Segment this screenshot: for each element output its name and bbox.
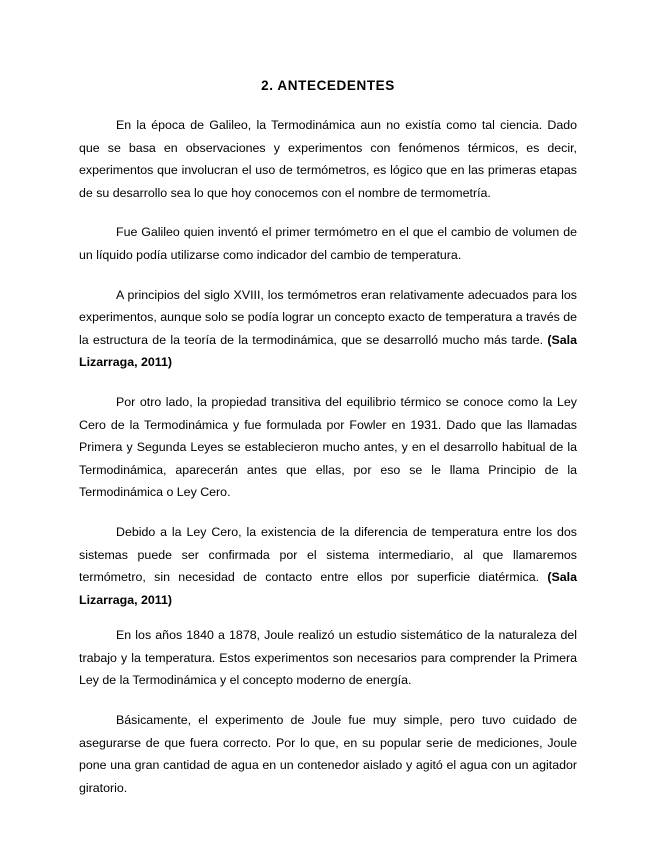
paragraph-text: Fue Galileo quien inventó el primer termómetro en el que el cambio de volumen de un líquido podía utilizarse como indicador del cambio de temperatura. — [79, 225, 577, 262]
paragraph-joule-study — [79, 624, 577, 692]
paragraph-text: Debido a la Ley Cero, la existencia de la diferencia de temperatura entre los dos sistemas puede ser confirmada por el sistema intermediario, al que llamaremos termómetro, sin necesidad de contacto entre ellos por superficie diatérmica. — [79, 524, 577, 585]
paragraph-zeroth-law — [79, 391, 577, 504]
citation: (Sala Lizarraga, 2011) — [79, 570, 577, 607]
citation: (Sala Lizarraga, 2011) — [79, 332, 577, 370]
paragraph-text: Básicamente, el experimento de Joule fue muy simple, pero tuvo cuidado de asegurarse de que fuera correcto. Por lo que, en su popular serie de mediciones, Joule pone una gran cantidad de agua en un contenedor aislado y agitó el agua con un agitador giratorio. — [79, 713, 577, 795]
paragraph-first-thermometer — [79, 221, 577, 266]
paragraph-eighteenth-century — [79, 284, 577, 374]
paragraph-galileo-era — [79, 114, 577, 204]
paragraph-joule-experiment — [79, 709, 577, 799]
paragraph-text: A principios del siglo XVIII, los termómetros eran relativamente adecuados para los experimentos, aunque solo se podía lograr un concepto exacto de temperatura a través de la estructura de la teoría de la termodinámica, que se desarrolló mucho más tarde. — [79, 287, 578, 347]
paragraph-temperature-difference — [79, 521, 577, 611]
paragraph-text: En los años 1840 a 1878, Joule realizó un estudio sistemático de la naturaleza del trabajo y la temperatura. Estos experimentos son necesarios para comprender la Primera Ley de la Termodinámica y el concepto moderno de energía. — [79, 628, 577, 688]
paragraph-text: En la época de Galileo, la Termodinámica aun no existía como tal ciencia. Dado que se basa en observaciones y experimentos con fenómenos térmicos, es decir, experimentos que involucran el uso de termómetros, es lógico que en las primeras etapas de su desarrollo sea lo que hoy conocemos con el nombre de termometría. — [79, 118, 577, 200]
section-title: 2. ANTECEDENTES — [261, 78, 395, 93]
paragraph-text: Por otro lado, la propiedad transitiva del equilibrio térmico se conoce como la Ley Cero de la Termodinámica y fue formulada por Fowler en 1931. Dado que las llamadas Primera y Segunda Leyes se establecieron mucho antes, y en el desarrollo habitual de la Termodinámica, aparecerán antes que ellas, por eso se le llama Principio de la Termodinámica o Ley Cero. — [79, 394, 577, 500]
